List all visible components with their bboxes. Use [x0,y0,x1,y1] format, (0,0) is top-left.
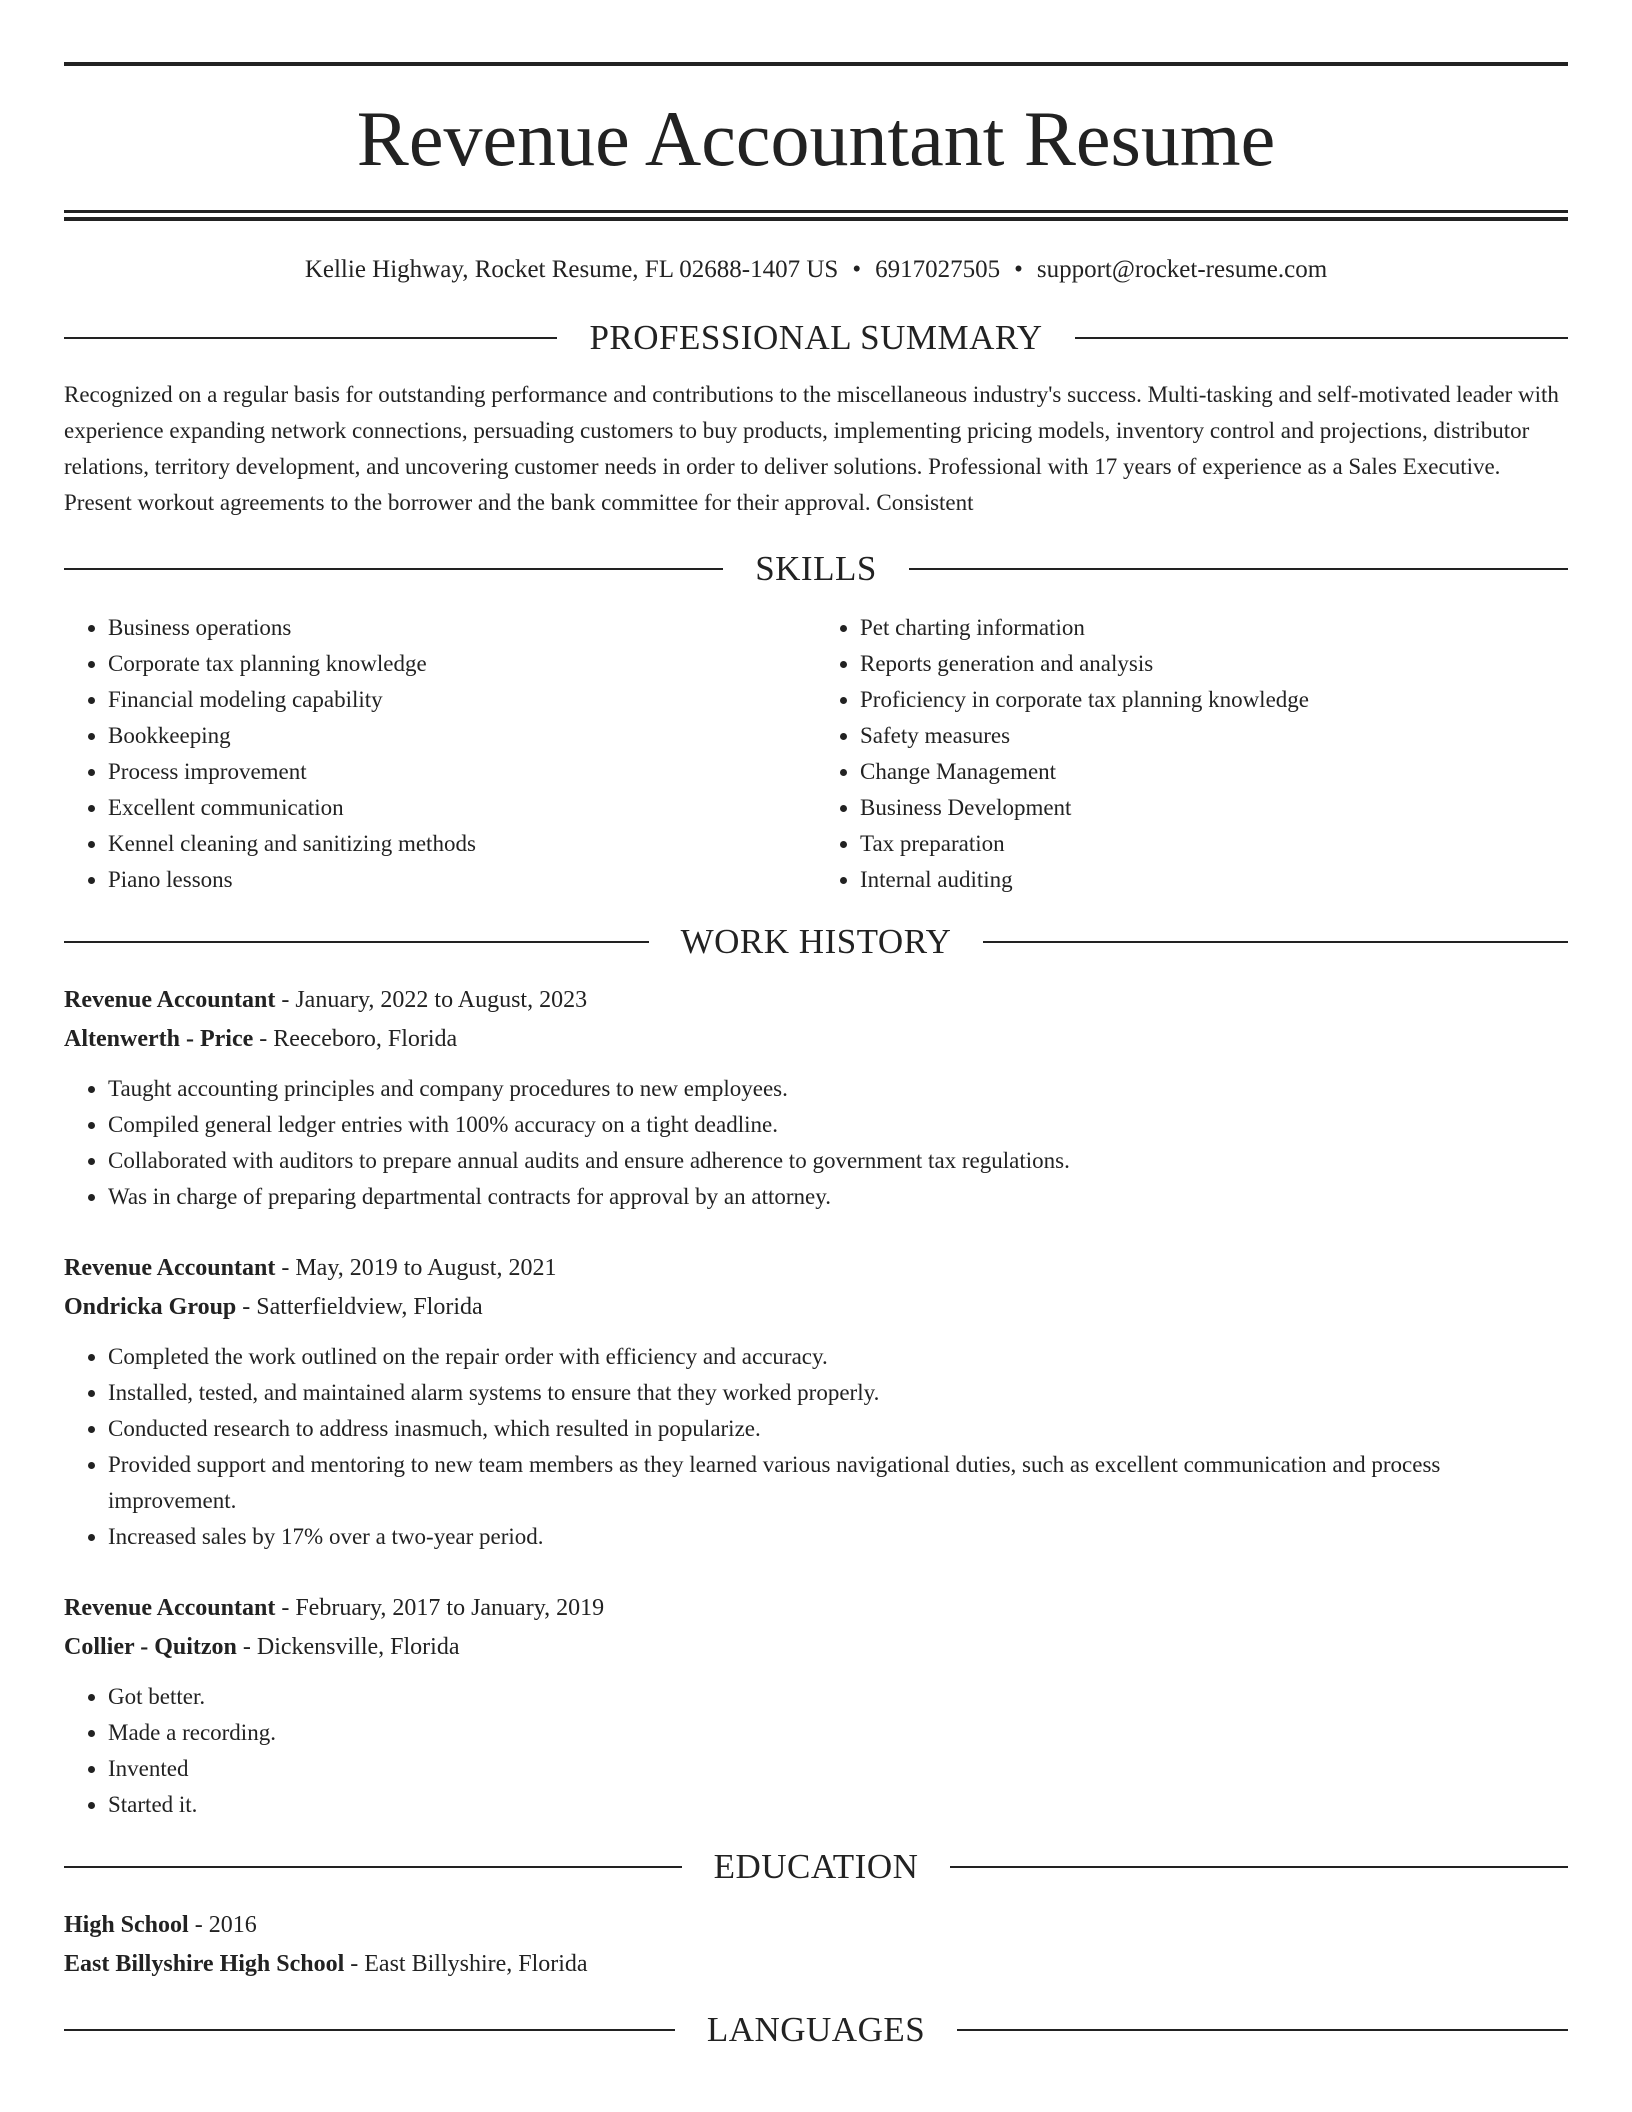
job-bullet: • Installed, tested, and maintained alarm systems to ensure that they worked properly. [108,1375,1568,1411]
heading-rule [64,568,723,570]
job-bullets [64,1339,1568,1555]
skills-heading [64,551,1568,586]
job-bullet: • Conducted research to address inasmuch, which resulted in popularize. [108,1411,1568,1447]
job-bullet: • Was in charge of preparing departmental contracts for approval by an attorney. [108,1179,1568,1215]
job-company: Collier - Quitzon [64,1634,237,1660]
education-heading [64,1849,1568,1884]
section-title: EDUCATION [713,1847,919,1886]
job-bullet: • Made a recording. [108,1715,1568,1751]
job-title-line [64,981,1568,1020]
section-title: SKILLS [755,549,877,588]
job-title: Revenue Accountant [64,1595,276,1621]
heading-rule [957,2029,1568,2031]
job-company-line [64,1288,1568,1327]
contact-phone: 6917027505 [875,256,1001,283]
heading-rule [909,568,1568,570]
skills-list [64,610,1568,898]
job-bullet: • Completed the work outlined on the repair order with efficiency and accuracy. [108,1339,1568,1375]
section-title: LANGUAGES [706,2010,926,2049]
education-school: East Billyshire High School [64,1951,345,1977]
contact-separator: • [852,256,862,283]
top-rule [64,62,1568,66]
job-company: Ondricka Group [64,1294,237,1320]
job-bullet: • Started it. [108,1787,1568,1823]
skill-item: • Reports generation and analysis [860,646,1568,682]
job-title-line [64,1589,1568,1628]
job-location: - Satterfieldview, Florida [236,1294,483,1320]
skills-column-left [64,610,816,898]
heading-rule [983,941,1568,943]
heading-rule [64,1866,682,1868]
job-title-line [64,1249,1568,1288]
heading-rule [950,1866,1568,1868]
skill-item: • Piano lessons [108,862,816,898]
job-entry [64,1589,1568,1823]
summary-heading [64,320,1568,355]
job-dates: - May, 2019 to August, 2021 [275,1255,557,1281]
education-location: - East Billyshire, Florida [344,1951,588,1977]
skill-item: • Kennel cleaning and sanitizing methods [108,826,816,862]
contact-separator: • [1014,256,1023,283]
job-entry [64,981,1568,1215]
education-entry [64,1906,1568,1984]
skill-item: • Internal auditing [860,862,1568,898]
contact-address: Kellie Highway, Rocket Resume, FL 02688-1407 US [304,256,839,283]
job-bullet: • Got better. [108,1679,1568,1715]
heading-rule [64,2029,675,2031]
job-company-line [64,1020,1568,1059]
work-history-heading [64,924,1568,959]
heading-rule [64,941,649,943]
job-bullets [64,1071,1568,1215]
job-bullet: • Provided support and mentoring to new team members as they learned various navigational duties, such as excellent communication and process improvement. [108,1447,1568,1519]
heading-rule [64,337,557,339]
job-bullet: • Increased sales by 17% over a two-year period. [108,1519,1568,1555]
education-school-line [64,1945,1568,1984]
skill-item: • Process improvement [108,754,816,790]
section-title: WORK HISTORY [680,922,952,961]
title-double-rule [64,210,1568,221]
job-title: Revenue Accountant [64,987,276,1013]
job-title: Revenue Accountant [64,1255,276,1281]
job-dates: - February, 2017 to January, 2019 [275,1595,605,1621]
skill-item: • Corporate tax planning knowledge [108,646,816,682]
job-bullet: • Taught accounting principles and company procedures to new employees. [108,1071,1568,1107]
section-title: PROFESSIONAL SUMMARY [589,318,1043,357]
job-dates: - January, 2022 to August, 2023 [275,987,588,1013]
job-location: - Dickensville, Florida [236,1634,460,1660]
skill-item: • Safety measures [860,718,1568,754]
job-bullets [64,1679,1568,1823]
contact-email: support@rocket-resume.com [1036,256,1328,283]
resume-title: Revenue Accountant Resume [356,95,1276,182]
skill-item: • Bookkeeping [108,718,816,754]
summary-text: Recognized on a regular basis for outstanding performance and contributions to the miscellaneous industry's success. Multi-tasking and self-motivated leader with experience expanding network connections, persuading customers to buy products, implementing pricing models, inventory control and projections, distributor relations, territory development, and uncovering customer needs in order to deliver solutions. Professional with 17 years of experience as a Sales Executive. Present workout agreements to the borrower and the bank committee for their approval. Consistent [64,382,1559,515]
contact-line [64,257,1568,282]
skill-item: • Pet charting information [860,610,1568,646]
skills-column-right [816,610,1568,898]
heading-rule [1075,337,1568,339]
skill-item: • Change Management [860,754,1568,790]
job-bullet: • Compiled general ledger entries with 100% accuracy on a tight deadline. [108,1107,1568,1143]
job-bullet: • Invented [108,1751,1568,1787]
skill-item: • Financial modeling capability [108,682,816,718]
education-year: - 2016 [188,1912,257,1938]
languages-heading [64,2012,1568,2047]
job-location: - Reeceboro, Florida [253,1026,458,1052]
job-company-line [64,1628,1568,1667]
job-bullet: • Collaborated with auditors to prepare annual audits and ensure adherence to government tax regulations. [108,1143,1568,1179]
job-entry [64,1249,1568,1555]
education-degree: High School [64,1912,189,1938]
skill-item: • Business Development [860,790,1568,826]
education-degree-line [64,1906,1568,1945]
skill-item: • Tax preparation [860,826,1568,862]
job-company: Altenwerth - Price [64,1026,254,1052]
skill-item: • Excellent communication [108,790,816,826]
skill-item: • Proficiency in corporate tax planning knowledge [860,682,1568,718]
skill-item: • Business operations [108,610,816,646]
